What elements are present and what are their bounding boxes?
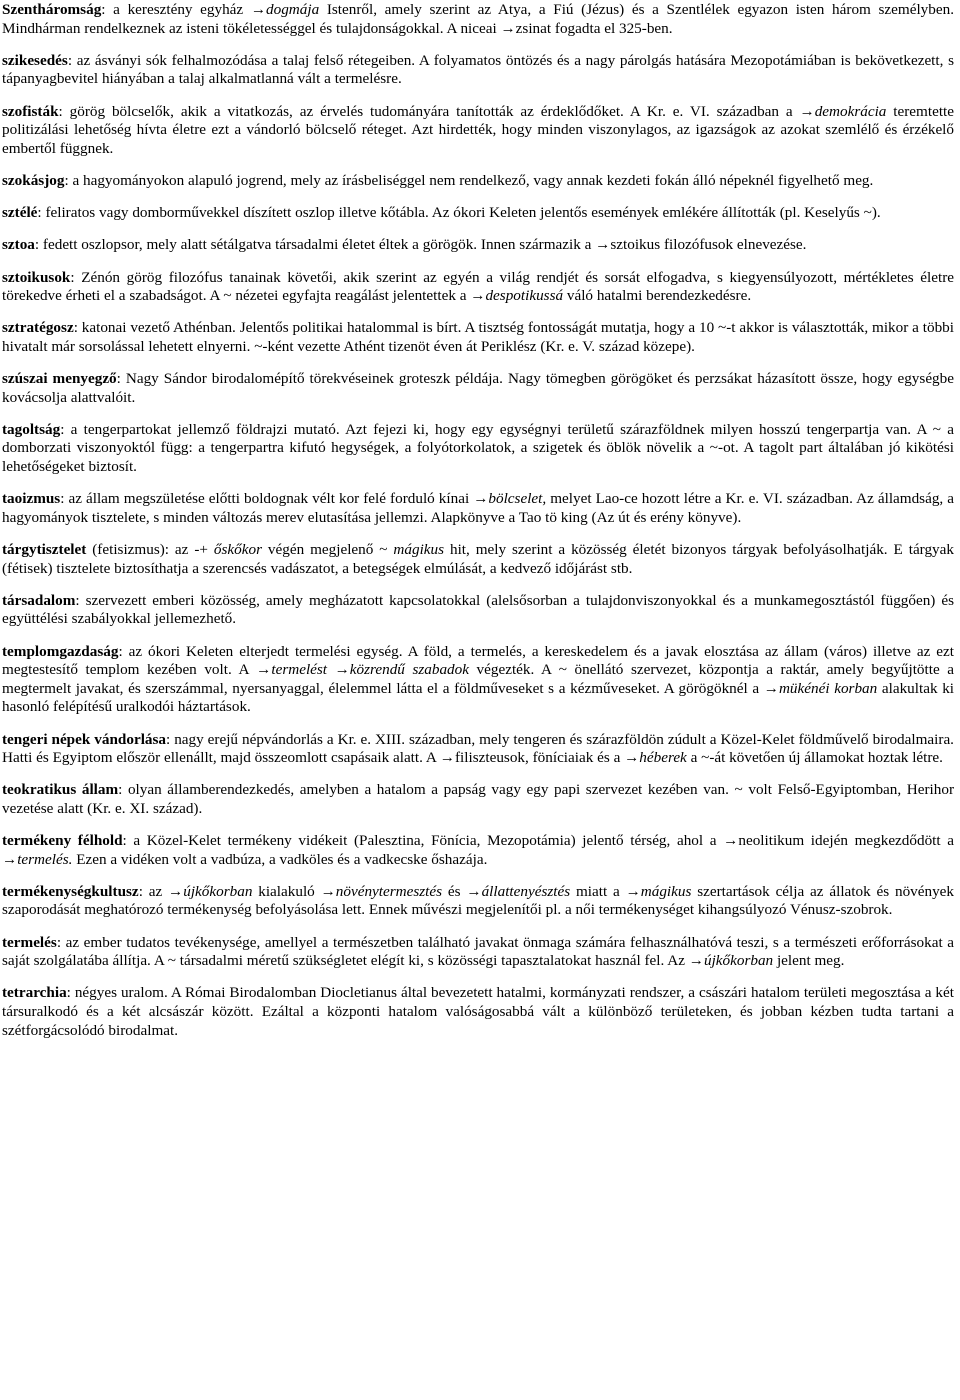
- glossary-entry: [2, 984, 954, 1040]
- definition-text: a ~-át követően új államokat hoztak létre.: [686, 749, 943, 767]
- definition-text: váló hatalmi berendezkedésre.: [563, 287, 752, 305]
- definition-text: miatt a: [570, 882, 626, 900]
- glossary-entry: [2, 883, 954, 920]
- glossary-entry: [2, 103, 954, 159]
- glossary-entry: [2, 731, 954, 768]
- entry-term: szokásjog: [2, 171, 65, 189]
- entry-term: társadalom: [2, 591, 76, 609]
- entry-term: teokratikus állam: [2, 781, 119, 799]
- glossary-entry: [2, 269, 954, 306]
- definition-text: : fedett oszlopsor, mely alatt sétálgatva társadalmi életet éltek a görögök. Innen származik a →sztoikus filozófusok elnevezése.: [34, 236, 807, 254]
- glossary-entry: [2, 592, 954, 629]
- glossary-entry: [2, 236, 954, 255]
- glossary-entry: [2, 1, 954, 38]
- entry-term: tárgytisztelet: [2, 541, 87, 558]
- cross-reference-text: →dogmája: [250, 1, 320, 18]
- definition-text: : a hagyományokon alapuló jogrend, mely az írásbeliséggel nem rendelkező, vagy annak kezdeti fokán álló népeknél figyelhető meg.: [64, 171, 874, 189]
- glossary-entry: [2, 490, 954, 527]
- glossary-entry: [2, 204, 954, 223]
- entry-term: szikesedés: [2, 51, 68, 69]
- definition-text: (fetisizmus): az -+: [86, 541, 214, 558]
- definition-text: : az ókori Keleten elterjedt termelési egység. A föld, a termelés, a kereskedelem és a javak elosztása az állam (város) illetve az ezt megtestesítő templom kezében volt. A: [2, 642, 954, 679]
- definition-text: : az ásványi sók felhalmozódása a talaj felső rétegeiben. A folyamatos öntözés és a nagy párolgás hatására Mezopotámiában is bekövetkezett, s tápanyagbevitel hiányában a talaj alkalmatlanná vált a termelésre.: [2, 51, 954, 88]
- definition-text: : az ember tudatos tevékenysége, amellyel a természetben található javakat önmaga számára felhasználhatóvá teszi, s a természeti erőforrásokat a saját szolgálatába állítja. A ~ társadalmi méretű szükségletet elégít ki, s közösségi tapasztalatokat használ fel. Az: [2, 933, 954, 970]
- cross-reference-text: →termelést →közrendű szabadok: [256, 661, 469, 679]
- cross-reference-text: →despotikussá: [470, 287, 564, 305]
- entry-term: sztratégosz: [2, 319, 74, 337]
- entry-term: sztoikusok: [2, 268, 71, 286]
- definition-text: : a keresztény egyház: [101, 1, 251, 18]
- definition-text: jelent meg.: [773, 952, 845, 970]
- entry-term: templomgazdaság: [2, 642, 119, 660]
- entry-term: Szentháromság: [2, 1, 102, 18]
- cross-reference-text: →bölcselet,: [473, 490, 547, 508]
- glossary-entry: [2, 541, 954, 578]
- entry-term: szúszai menyegző: [2, 370, 117, 388]
- definition-text: kialakuló: [252, 882, 321, 900]
- cross-reference-text: mágikus: [393, 541, 445, 558]
- glossary-entry: [2, 370, 954, 407]
- definition-text: teremtette politizálási lehetőség hívta életre ezt a vándorló bölcselő réteget. Azt hirdették, hogy minden viszonylagos, az igazságok az azokat szemlélő és érzékelő embertől függnek.: [2, 102, 955, 157]
- cross-reference-text: →újkőkorban: [688, 952, 774, 970]
- entry-term: termékenységkultusz: [2, 882, 139, 900]
- definition-text: : görög bölcselők, akik a vitatkozás, az érvelés tudományára tanították az érdeklődőket. A Kr. e. VI. században a: [58, 102, 800, 120]
- definition-text: Istenről, amely szerint az Atya, a Fiú (Jézus) és a Szentlélek egyazon isten három személyben. Mindhárman rendelkeznek az isteni tökéletességgel és tulajdonságokkal. A niceai →zsinat fogadta el 325-ben.: [2, 1, 954, 37]
- definition-text: : katonai vezető Athénban. Jelentős politikai hatalommal is bírt. A tisztség fontosságát mutatja, hogy a 10 ~-t akkor is választották, mikor a többi hivatalt már sorsolással lehetett elnyerni. ~-ként vezette Athént tizenöt éven át Periklész (Kr. e. V. század közepe).: [2, 319, 954, 355]
- definition-text: melyet Lao-ce hozott létre a Kr. e. VI. században. Az államdság, a hagyományok tisztelete, s minden változás merev elutasítása jellemzi. Alapkönyve a Tao tö king (Az út és erény könyve).: [2, 490, 954, 526]
- definition-text: alakultak ki hasonló felépítésű uralkodói háztartások.: [2, 679, 955, 716]
- cross-reference-text: őskőkor: [213, 541, 262, 558]
- definition-text: : Nagy Sándor birodalomépítő törekvéseinek groteszk példája. Nagy tömegben görögöket és perzsákat házasított össze, hogy egységbe kovácsolja alattvalóit.: [2, 370, 954, 406]
- cross-reference-text: →növénytermesztés: [320, 882, 443, 900]
- entry-term: termékeny félhold: [2, 832, 123, 850]
- definition-text: Ezen a vidéken volt a vadbúza, a vadköles és a vadkecske őshazája.: [72, 850, 488, 868]
- entry-term: szofisták: [2, 102, 59, 120]
- glossary-entry: [2, 934, 954, 971]
- definition-text: : a tengerpartokat jellemző földrajzi mutató. Azt fejezi ki, hogy egy egységnyi területű szárazföldnek milyen hosszú tengerpartja van. A ~ a domborzati viszonyoktól függ: a tengerpartra kifutó hegységek, a folyótorkolatok, a szigetek és öblök növelik a ~-ot. A tagolt part általában jó kikötési lehetőségeket biztosít.: [2, 420, 954, 476]
- cross-reference-text: →héberek: [624, 749, 687, 767]
- entry-term: taoizmus: [2, 490, 61, 508]
- entry-term: tagoltság: [2, 420, 61, 438]
- definition-text: végén megjelenő ~: [261, 541, 394, 558]
- definition-text: : feliratos vagy domborművekkel díszített oszlop illetve kőtábla. Az ókori Keleten jelentős események emlékére állították (pl. Keselyűs ~).: [37, 204, 881, 222]
- cross-reference-text: →állattenyésztés: [466, 882, 571, 900]
- definition-text: és: [442, 882, 467, 900]
- cross-reference-text: →újkőkorban: [168, 882, 253, 900]
- definition-text: : az: [138, 882, 169, 900]
- definition-text: végezték. A ~ önellátó szervezet, központja a raktár, amely begyűjtötte a megtermelt javakat, és szerszámmal, nyersanyaggal, élelemmel látta el a földműveseket s a kézműveseket. A görögöknél a: [2, 661, 954, 697]
- cross-reference-text: →mükénéi korban: [763, 679, 878, 697]
- glossary-entry: [2, 172, 954, 191]
- cross-reference-text: →termelés.: [2, 850, 73, 868]
- cross-reference-text: →mágikus: [625, 882, 692, 900]
- definition-text: : szervezett emberi közösség, amely megházatott kapcsolatokkal (alelsősorban a tulajdonviszonyokkal és a munkamegosztástól függően) és együttélési szabályokkal jellemezhető.: [2, 591, 954, 628]
- definition-text: : olyan államberendezkedés, amelyben a hatalom a papság vagy egy papi szervezet kezében van. ~ volt Felső-Egyiptomban, Herihor vezetése alatt (Kr. e. XI. század).: [2, 781, 954, 817]
- glossary-entry: [2, 421, 954, 477]
- entry-term: termelés: [2, 933, 57, 951]
- definition-text: : négyes uralom. A Római Birodalomban Diocletianus által bevezetett hatalmi, kormányzati rendszer, a császári hatalom területi megosztása a két társuralkodó és a két alcsászár között. Ezáltal a központi hatalom valóságosabbá vált a különböző területeken, és jobban kézben tudta tartani a szétforgácsolódó birodalmat.: [2, 984, 954, 1039]
- glossary-entry: [2, 832, 954, 869]
- definition-text: : nagy erejű népvándorlás a Kr. e. XIII. században, mely tengeren és szárazföldön zúdult a Közel-Kelet földművelő birodalmaira. Hatti és Egyiptom először ellenállt, majd összeomlott csapásaik alatt. A →filiszteusok, föníciaiak és a: [2, 730, 954, 767]
- glossary-entry: [2, 781, 954, 818]
- entry-term: sztélé: [2, 204, 38, 222]
- entry-term: tengeri népek vándorlása: [2, 730, 167, 748]
- definition-text: hit, mely szerint a közösség életét bizonyos tárgyak befolyásolhatják. E tárgyak (fétisek) tisztelete biztosíthatja a szerencsés vadászatot, a betegségek elmúlását, a kedvező időjárást stb.: [2, 541, 954, 577]
- definition-text: szertartások célja az állatok és növények szaporodását meghatórozó termékenység befolyásolása lett. Ennek művészi megjelenítői pl. a női termékenységet kihangsúlyozó Vénusz-szobrok.: [2, 882, 955, 919]
- cross-reference-text: →demokrácia: [799, 102, 887, 120]
- definition-text: : a Közel-Kelet termékeny vidékeit (Palesztina, Fönícia, Mezopotámia) jelentő térség, ahol a →neolitikum idején megkezdődött a: [122, 832, 955, 850]
- definition-text: : az állam megszületése előtti boldognak vélt kor felé forduló kínai: [60, 490, 474, 508]
- glossary-entry: [2, 643, 954, 717]
- entry-term: tetrarchia: [2, 984, 67, 1002]
- glossary-entry: [2, 319, 954, 356]
- glossary-entry: [2, 52, 954, 89]
- definition-text: : Zénón görög filozófus tanainak követői, akik szerint az egyén a világ rendjét és sorsát elfogadva, s kiegyensúlyozott, mértékletes életre törekedve érheti el a szabadságot. A ~ nézetei egyfajta reagálást jelentettek a: [2, 268, 954, 305]
- entry-term: sztoa: [2, 236, 35, 254]
